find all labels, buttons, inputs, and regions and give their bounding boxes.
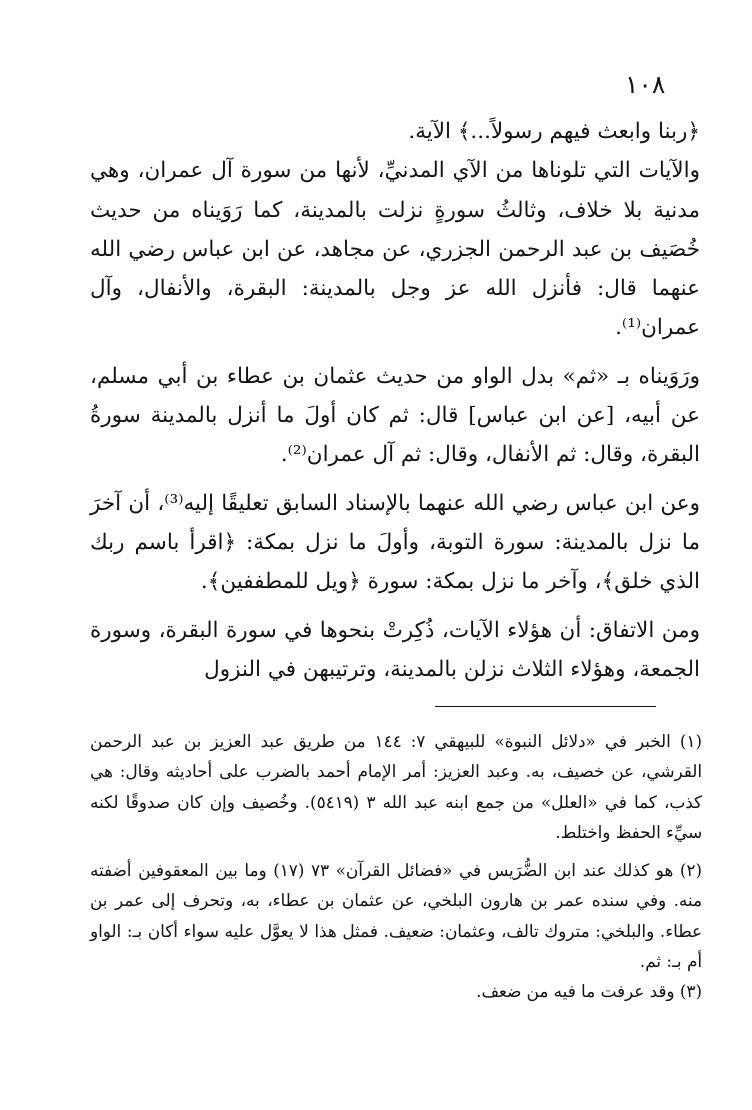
paragraph-thumma-narration: ورَوَيناه بـ «ثم» بدل الواو من حديث عثمان بن عطاء بن أبي مسلم، عن أبيه، [عن ابن عباس] قال: ثم كان أولَ ما أنزل بالمدينة سورةُ البقرة، وقال: ثم الأنفال، وقال: ثم آل عمران⁽²⁾. [90,363,700,468]
footnotes [90,726,702,1007]
paragraph-madani-verses: والآيات التي تلوناها من الآي المدنيِّ، لأنها من سورة آل عمران، وهي مدنية بلا خلاف، وثالثُ سورةٍ نزلت بالمدينة، كما رَوَيناه من حديث خُصَيف بن عبد الرحمن الجزري، عن مجاهد، عن ابن عباس رضي الله عنهما قال: فأنزل الله عز وجل بالمدينة: البقرة، والأنفال، وآل عمران⁽¹⁾. [90,158,700,341]
paragraph-ibn-abbas: وعن ابن عباس رضي الله عنهما بالإسناد السابق تعليقًا إليه⁽³⁾، أن آخرَ ما نزل بالمدينة: سورة التوبة، وأولَ ما نزل بمكة: ﴿اقرأ باسم ربك الذي خلق﴾، وآخر ما نزل بمكة: سورة ﴿ويل للمطففين﴾. [90,490,701,595]
footnote-divider [435,706,656,707]
footnote-1: (١) الخبر في «دلائل النبوة» للبيهقي ٧: ١٤٤ من طريق عبد العزيز بن عبد الرحمن القرشي، عن خصيف، به. وعبد العزيز: أمر الإمام أحمد بالضرب على أحاديثه وقال: هي كذب، كما في «العلل» من جمع ابنه عبد الله ٣ (٥٤١٩). وخُصيف وإن كان صدوقًا لكنه سيِّء الحفظ واختلط. [90,731,702,842]
page-number: ١٠٨ [625,70,666,99]
footnote-3: (٣) وقد عرفت ما فيه من ضعف. [476,981,702,1002]
paragraph-verse: ﴿ربنا وابعث فيهم رسولاً...﴾ الآية. [408,119,700,144]
paragraph-agreement: ومن الاتفاق: أن هؤلاء الآيات، ذُكِرتْ بنحوها في سورة البقرة، وسورة الجمعة، وهؤلاء الثلاث نزلن بالمدينة، وترتيبهن في النزول [90,617,700,682]
body-text [90,112,700,689]
footnote-2: (٢) هو كذلك عند ابن الضُّرَيس في «فضائل القرآن» ٧٣ (١٧) وما بين المعقوفين أضفته منه. وفي سنده عمر بن هارون البلخي، عن عثمان بن عطاء، به، وتحرف إلى عمر بن عطاء. والبلخي: متروك تالف، وعثمان: ضعيف. فمثل هذا لا يعوَّل عليه سواء أكان بـ: الواو أم بـ: ثم. [90,860,702,972]
